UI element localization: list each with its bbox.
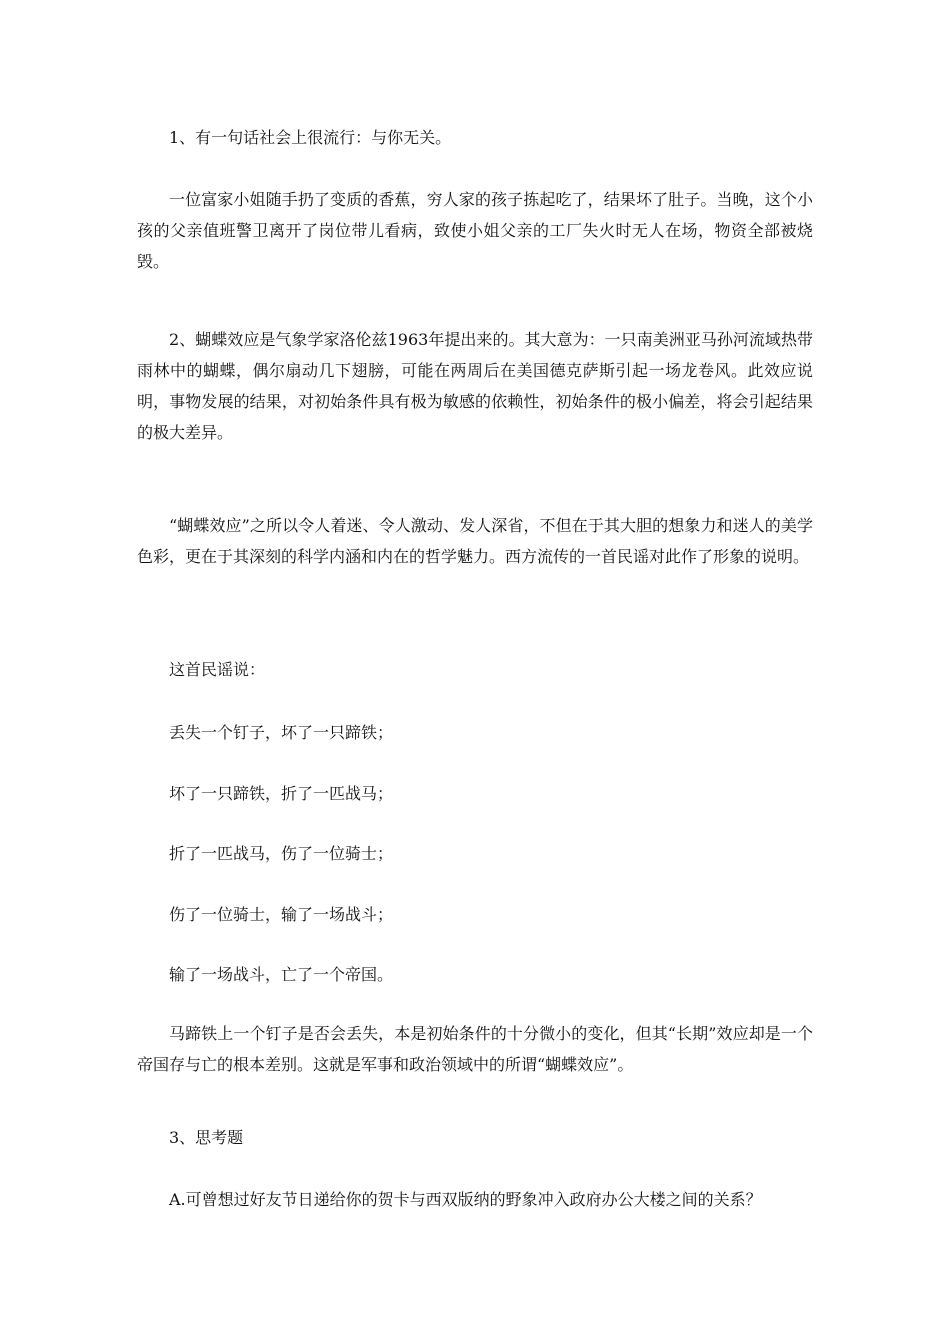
paragraph-4: “蝴蝶效应”之所以令人着迷、令人激动、发人深省，不但在于其大胆的想象力和迷人的美学色彩，更在于其深刻的科学内涵和内在的哲学魅力。西方流传的一首民谣对此作了形象的说明。 [137, 516, 813, 566]
paragraph-2: 一位富家小姐随手扔了变质的香蕉，穷人家的孩子拣起吃了，结果坏了肚子。当晚，这个小孩的父亲值班警卫离开了岗位带儿看病，致使小姐父亲的工厂失火时无人在场，物资全部被烧毁。 [137, 190, 813, 271]
paragraph-1: 1、有一句话社会上很流行：与你无关。 [169, 128, 452, 147]
paragraph-8: A.可曾想过好友节日递给你的贺卡与西双版纳的野象冲入政府办公大楼之间的关系？ [169, 1190, 762, 1209]
paragraph-7: 3、思考题 [169, 1128, 244, 1147]
paragraph-3: 2、蝴蝶效应是气象学家洛伦兹1963年提出来的。其大意为：一只南美洲亚马孙河流域热带雨林中的蝴蝶，偶尔扇动几下翅膀，可能在两周后在美国德克萨斯引起一场龙卷风。此效应说明，事物发展的结果，对初始条件具有极为敏感的依赖性，初始条件的极小偏差，将会引起结果的极大差异。 [137, 330, 813, 442]
verse-line-3: 折了一匹战马，伤了一位骑士； [169, 844, 394, 863]
verse-line-4: 伤了一位骑士，输了一场战斗； [169, 905, 394, 924]
verse-line-2: 坏了一只蹄铁，折了一匹战马； [169, 784, 394, 803]
paragraph-6: 马蹄铁上一个钉子是否会丢失，本是初始条件的十分微小的变化，但其“长期”效应却是一个帝国存与亡的根本差别。这就是军事和政治领域中的所谓“蝴蝶效应”。 [137, 1024, 813, 1074]
verse-line-1: 丢失一个钉子，坏了一只蹄铁； [169, 723, 394, 742]
verse-line-5: 输了一场战斗，亡了一个帝国。 [169, 965, 394, 984]
paragraph-5: 这首民谣说： [169, 660, 266, 679]
